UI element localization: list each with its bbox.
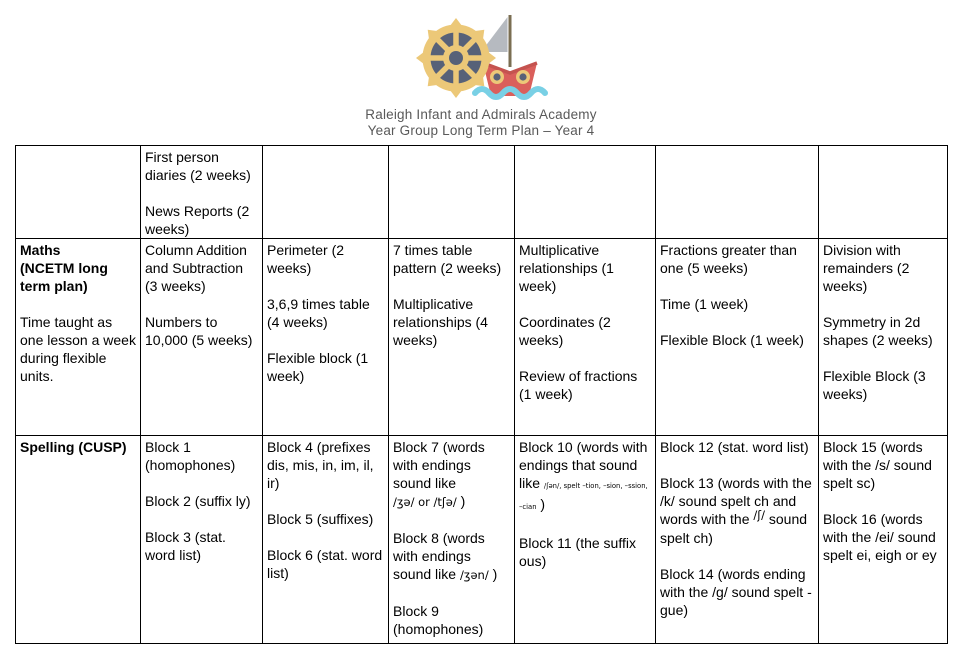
cell-paragraph: Division with remainders (2 weeks)	[823, 242, 910, 294]
cell-paragraph: Block 10 (words with endings that sound like /ʃən/, spelt –tion, –sion, –ssion, –cian )	[519, 439, 648, 512]
cell-paragraph	[267, 492, 384, 510]
maths-label-cell	[16, 239, 141, 436]
cell-paragraph: 3,6,9 times table (4 weeks)	[267, 296, 370, 330]
cell-paragraph: First person diaries (2 weeks)	[145, 149, 251, 183]
cell-paragraph	[823, 492, 943, 510]
cell-paragraph	[20, 295, 136, 313]
cell-paragraph: Perimeter (2 weeks)	[267, 242, 345, 276]
plan-title: Year Group Long Term Plan – Year 4	[367, 122, 595, 138]
cell-paragraph: Block 2 (suffix ly)	[145, 493, 251, 509]
cell-paragraph: News Reports (2 weeks)	[145, 203, 250, 237]
cell-paragraph: (NCETM long term plan)	[20, 260, 108, 294]
cell-paragraph	[823, 295, 943, 313]
english-term1-cell	[141, 146, 263, 239]
long-term-plan-table	[15, 145, 948, 644]
spelling-term3-cell	[389, 436, 515, 644]
cell-paragraph	[519, 349, 651, 367]
wheel-hub	[449, 51, 463, 65]
maths-term3-cell	[389, 239, 515, 436]
english-term4-cell	[515, 146, 656, 239]
cell-paragraph: Block 3 (stat. word list)	[145, 529, 226, 563]
cell-paragraph: Block 6 (stat. word list)	[267, 547, 383, 581]
cell-paragraph	[393, 511, 510, 529]
cell-paragraph	[145, 295, 258, 313]
cell-paragraph: Block 7 (words with endings sound like	[393, 439, 485, 491]
english-term3-cell	[389, 146, 515, 239]
cell-paragraph: Symmetry in 2d shapes (2 weeks)	[823, 314, 933, 348]
english-term6-cell	[819, 146, 948, 239]
cell-paragraph: Spelling (CUSP)	[20, 439, 127, 455]
english-texts-row	[16, 146, 948, 239]
english-label-cell	[16, 146, 141, 239]
cell-paragraph: 7 times table pattern (2 weeks)	[393, 242, 502, 276]
cell-paragraph	[519, 516, 651, 534]
spelling-term4-cell	[515, 436, 656, 644]
cell-paragraph	[267, 277, 384, 295]
spelling-term6-cell	[819, 436, 948, 644]
cell-paragraph: Flexible Block (3 weeks)	[823, 368, 926, 402]
maths-row	[16, 239, 948, 436]
cell-paragraph	[393, 277, 510, 295]
cell-paragraph: Multiplicative relationships (4 weeks)	[393, 296, 488, 348]
porthole-right	[519, 73, 526, 80]
maths-term1-cell	[141, 239, 263, 436]
title-block	[0, 107, 962, 138]
cell-paragraph: Flexible block (1 week)	[267, 350, 369, 384]
cell-paragraph: Review of fractions (1 week)	[519, 368, 638, 402]
cell-paragraph	[660, 277, 814, 295]
porthole-left	[493, 73, 500, 80]
maths-term4-cell	[515, 239, 656, 436]
mast	[509, 15, 512, 67]
ship-wheel-icon	[416, 18, 496, 98]
cell-paragraph: Time (1 week)	[660, 296, 749, 312]
english-term5-cell	[656, 146, 819, 239]
cell-paragraph: Multiplicative relationships (1 week)	[519, 242, 614, 294]
cell-paragraph: Time taught as one lesson a week during flexible units.	[20, 314, 136, 384]
cell-paragraph	[519, 295, 651, 313]
school-logo	[411, 6, 551, 107]
cell-paragraph: /ʒə/ or /tʃə/ )	[393, 493, 466, 509]
cell-paragraph: Block 8 (words with endings sound like /ʒən/ )	[393, 530, 498, 582]
cell-paragraph	[267, 528, 384, 546]
cell-paragraph: Fractions greater than one (5 weeks)	[660, 242, 797, 276]
spelling-row	[16, 436, 948, 644]
cell-paragraph: Coordinates (2 weeks)	[519, 314, 611, 348]
maths-term5-cell	[656, 239, 819, 436]
cell-paragraph: Column Addition and Subtraction (3 weeks)	[145, 242, 247, 294]
cell-paragraph	[393, 584, 510, 602]
english-term2-cell	[263, 146, 389, 239]
cell-paragraph: Block 14 (words ending with the /g/ sound spelt -gue)	[660, 566, 812, 618]
cell-paragraph	[145, 184, 258, 202]
cell-paragraph: Block 5 (suffixes)	[267, 511, 374, 527]
cell-paragraph: Numbers to 10,000 (5 weeks)	[145, 314, 253, 348]
cell-paragraph: Block 15 (words with the /s/ sound spelt sc)	[823, 439, 932, 491]
cell-paragraph: Block 11 (the suffix ous)	[519, 535, 636, 569]
cell-paragraph	[145, 474, 258, 492]
maths-term6-cell	[819, 239, 948, 436]
cell-paragraph: Flexible Block (1 week)	[660, 332, 804, 348]
cell-paragraph: Block 16 (words with the /ei/ sound spelt ei, eigh or ey	[823, 511, 937, 563]
spelling-term5-cell	[656, 436, 819, 644]
cell-paragraph	[660, 313, 814, 331]
school-name: Raleigh Infant and Admirals Academy	[365, 107, 597, 122]
cell-paragraph: Block 4 (prefixes dis, mis, in, im, il, ir)	[267, 439, 374, 491]
cell-paragraph	[267, 331, 384, 349]
cell-paragraph	[145, 510, 258, 528]
cell-paragraph	[660, 547, 814, 565]
cell-paragraph: Block 9 (homophones)	[393, 603, 484, 637]
spelling-label-cell	[16, 436, 141, 644]
cell-paragraph: Block 13 (words with the /k/ sound spelt ch and words with the $^{/ʃ/}$ sound spelt ch)	[660, 475, 812, 546]
spelling-term2-cell	[263, 436, 389, 644]
cell-paragraph	[823, 349, 943, 367]
logo-graphic	[411, 6, 551, 102]
spelling-term1-cell	[141, 436, 263, 644]
cell-paragraph: Maths	[20, 242, 61, 258]
cell-paragraph: Block 12 (stat. word list)	[660, 439, 809, 455]
maths-term2-cell	[263, 239, 389, 436]
cell-paragraph	[660, 456, 814, 474]
cell-paragraph: Block 1 (homophones)	[145, 439, 236, 473]
